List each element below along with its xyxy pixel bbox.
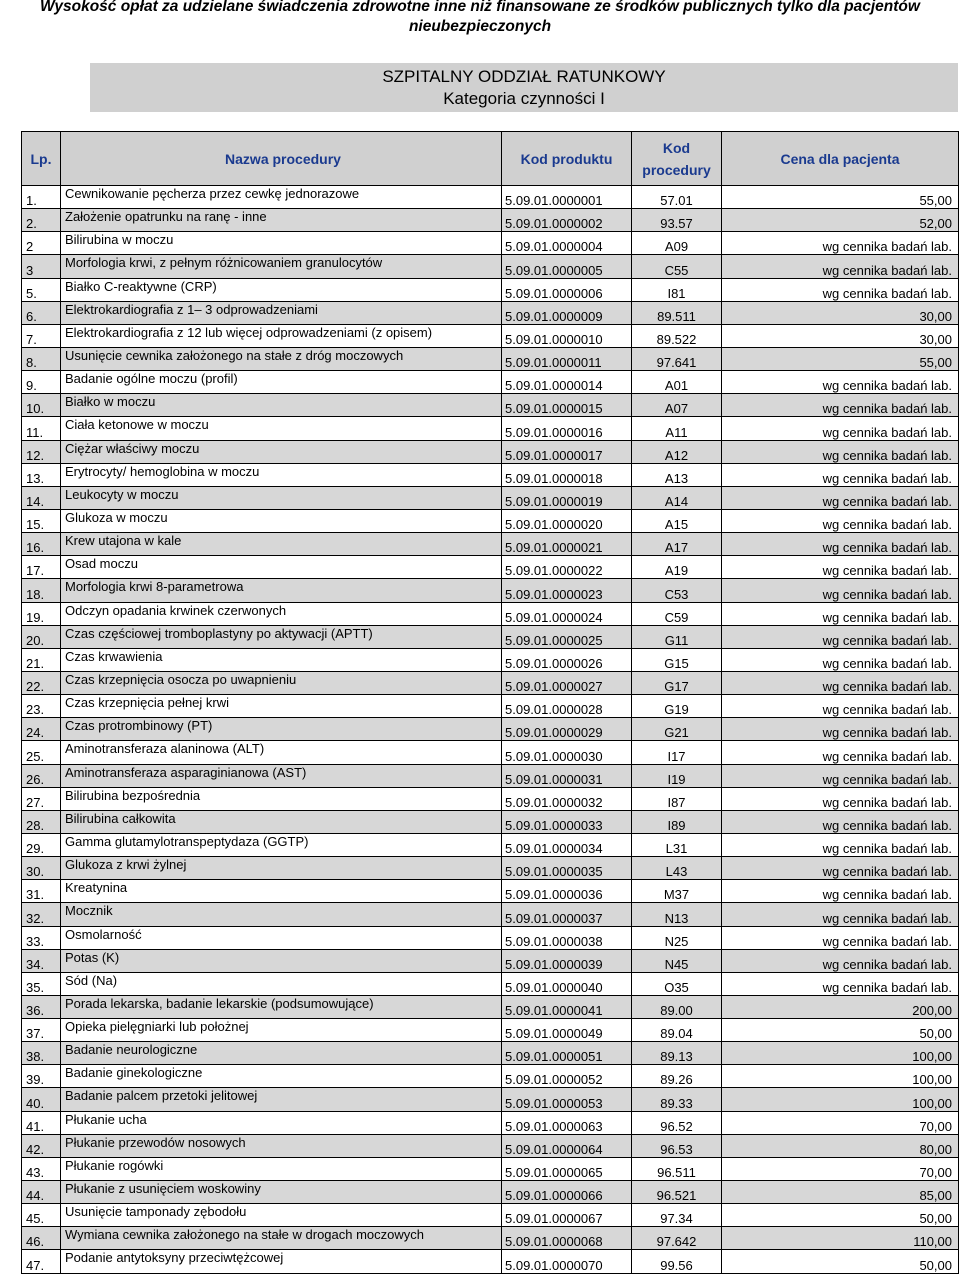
cell-lp: 43. <box>22 1157 61 1180</box>
table-row <box>22 1181 959 1204</box>
cell-price: wg cennika badań lab. <box>722 903 959 926</box>
table-row <box>22 857 959 880</box>
cell-lp: 24. <box>22 718 61 741</box>
table-row <box>22 995 959 1018</box>
cell-procedure-code: G15 <box>632 648 722 671</box>
table-row <box>22 301 959 324</box>
cell-lp: 34. <box>22 949 61 972</box>
section-banner <box>90 63 958 112</box>
table-row <box>22 764 959 787</box>
cell-lp: 29. <box>22 833 61 856</box>
cell-product-code: 5.09.01.0000006 <box>502 278 632 301</box>
cell-product-code: 5.09.01.0000063 <box>502 1111 632 1134</box>
cell-name: Porada lekarska, badanie lekarskie (podsumowujące) <box>61 995 502 1018</box>
header-product-code: Kod produktu <box>502 132 632 186</box>
table-row <box>22 371 959 394</box>
cell-procedure-code: I81 <box>632 278 722 301</box>
cell-product-code: 5.09.01.0000041 <box>502 995 632 1018</box>
cell-name: Badanie ogólne moczu (profil) <box>61 371 502 394</box>
cell-procedure-code: 89.00 <box>632 995 722 1018</box>
table-row <box>22 186 959 209</box>
cell-name: Białko C-reaktywne (CRP) <box>61 278 502 301</box>
cell-price: wg cennika badań lab. <box>722 671 959 694</box>
cell-price: wg cennika badań lab. <box>722 764 959 787</box>
cell-product-code: 5.09.01.0000010 <box>502 324 632 347</box>
cell-product-code: 5.09.01.0000023 <box>502 579 632 602</box>
table-row <box>22 255 959 278</box>
cell-name: Płukanie ucha <box>61 1111 502 1134</box>
cell-lp: 16. <box>22 533 61 556</box>
table-row <box>22 1134 959 1157</box>
cell-name: Czas częściowej tromboplastyny po aktywacji (APTT) <box>61 625 502 648</box>
cell-name: Usunięcie tamponady zębodołu <box>61 1204 502 1227</box>
cell-name: Odczyn opadania krwinek czerwonych <box>61 602 502 625</box>
cell-product-code: 5.09.01.0000029 <box>502 718 632 741</box>
cell-price: wg cennika badań lab. <box>722 648 959 671</box>
cell-lp: 10. <box>22 394 61 417</box>
table-row <box>22 417 959 440</box>
cell-price: wg cennika badań lab. <box>722 833 959 856</box>
cell-price: 100,00 <box>722 1088 959 1111</box>
cell-procedure-code: 89.04 <box>632 1019 722 1042</box>
cell-price: 55,00 <box>722 347 959 370</box>
cell-product-code: 5.09.01.0000040 <box>502 972 632 995</box>
cell-lp: 44. <box>22 1181 61 1204</box>
cell-procedure-code: 99.56 <box>632 1250 722 1273</box>
price-table <box>21 131 959 1274</box>
cell-lp: 5. <box>22 278 61 301</box>
table-row <box>22 486 959 509</box>
cell-price: wg cennika badań lab. <box>722 371 959 394</box>
cell-price: wg cennika badań lab. <box>722 880 959 903</box>
cell-name: Glukoza z krwi żylnej <box>61 857 502 880</box>
table-row <box>22 880 959 903</box>
cell-procedure-code: A09 <box>632 232 722 255</box>
cell-lp: 40. <box>22 1088 61 1111</box>
cell-product-code: 5.09.01.0000024 <box>502 602 632 625</box>
cell-lp: 38. <box>22 1042 61 1065</box>
cell-product-code: 5.09.01.0000037 <box>502 903 632 926</box>
cell-procedure-code: O35 <box>632 972 722 995</box>
page-title: Wysokość opłat za udzielane świadczenia zdrowotne inne niż finansowane ze środków publicznych tylko dla pacjentów nieubezpieczonych <box>40 0 920 35</box>
table-row <box>22 232 959 255</box>
cell-price: wg cennika badań lab. <box>722 486 959 509</box>
cell-lp: 36. <box>22 995 61 1018</box>
cell-procedure-code: 96.521 <box>632 1181 722 1204</box>
table-row <box>22 556 959 579</box>
cell-procedure-code: C55 <box>632 255 722 278</box>
cell-name: Badanie neurologiczne <box>61 1042 502 1065</box>
cell-lp: 33. <box>22 926 61 949</box>
cell-procedure-code: A17 <box>632 533 722 556</box>
cell-price: wg cennika badań lab. <box>722 949 959 972</box>
cell-product-code: 5.09.01.0000022 <box>502 556 632 579</box>
header-price: Cena dla pacjenta <box>722 132 959 186</box>
cell-price: wg cennika badań lab. <box>722 741 959 764</box>
cell-name: Krew utajona w kale <box>61 533 502 556</box>
cell-procedure-code: I87 <box>632 787 722 810</box>
cell-lp: 25. <box>22 741 61 764</box>
cell-procedure-code: N13 <box>632 903 722 926</box>
cell-product-code: 5.09.01.0000035 <box>502 857 632 880</box>
cell-name: Czas krwawienia <box>61 648 502 671</box>
table-row <box>22 810 959 833</box>
cell-procedure-code: N25 <box>632 926 722 949</box>
cell-procedure-code: G19 <box>632 695 722 718</box>
cell-procedure-code: I17 <box>632 741 722 764</box>
cell-product-code: 5.09.01.0000051 <box>502 1042 632 1065</box>
cell-price: 50,00 <box>722 1019 959 1042</box>
cell-product-code: 5.09.01.0000025 <box>502 625 632 648</box>
cell-price: 80,00 <box>722 1134 959 1157</box>
cell-price: 100,00 <box>722 1065 959 1088</box>
cell-product-code: 5.09.01.0000033 <box>502 810 632 833</box>
table-row <box>22 1065 959 1088</box>
cell-procedure-code: A14 <box>632 486 722 509</box>
cell-product-code: 5.09.01.0000053 <box>502 1088 632 1111</box>
cell-price: 70,00 <box>722 1157 959 1180</box>
cell-lp: 28. <box>22 810 61 833</box>
cell-name: Leukocyty w moczu <box>61 486 502 509</box>
table-row <box>22 347 959 370</box>
cell-price: wg cennika badań lab. <box>722 810 959 833</box>
cell-lp: 32. <box>22 903 61 926</box>
cell-lp: 8. <box>22 347 61 370</box>
table-row <box>22 1042 959 1065</box>
cell-procedure-code: 96.53 <box>632 1134 722 1157</box>
cell-product-code: 5.09.01.0000004 <box>502 232 632 255</box>
cell-name: Białko w moczu <box>61 394 502 417</box>
cell-lp: 12. <box>22 440 61 463</box>
cell-lp: 23. <box>22 695 61 718</box>
cell-procedure-code: M37 <box>632 880 722 903</box>
cell-lp: 3 <box>22 255 61 278</box>
cell-price: wg cennika badań lab. <box>722 718 959 741</box>
cell-product-code: 5.09.01.0000011 <box>502 347 632 370</box>
header-procedure-code-label: Kod procedury <box>642 139 711 178</box>
cell-procedure-code: C53 <box>632 579 722 602</box>
cell-name: Morfologia krwi 8-parametrowa <box>61 579 502 602</box>
cell-price: wg cennika badań lab. <box>722 232 959 255</box>
cell-lp: 45. <box>22 1204 61 1227</box>
table-row <box>22 1019 959 1042</box>
cell-price: 85,00 <box>722 1181 959 1204</box>
cell-name: Potas (K) <box>61 949 502 972</box>
cell-procedure-code: A01 <box>632 371 722 394</box>
cell-product-code: 5.09.01.0000067 <box>502 1204 632 1227</box>
table-row <box>22 533 959 556</box>
cell-product-code: 5.09.01.0000002 <box>502 209 632 232</box>
cell-procedure-code: A15 <box>632 509 722 532</box>
table-row <box>22 579 959 602</box>
cell-name: Bilirubina bezpośrednia <box>61 787 502 810</box>
cell-price: wg cennika badań lab. <box>722 972 959 995</box>
header-lp: Lp. <box>22 132 61 186</box>
cell-procedure-code: G17 <box>632 671 722 694</box>
cell-price: wg cennika badań lab. <box>722 394 959 417</box>
table-row <box>22 625 959 648</box>
cell-lp: 21. <box>22 648 61 671</box>
cell-name: Płukanie przewodów nosowych <box>61 1134 502 1157</box>
table-row <box>22 1157 959 1180</box>
cell-name: Glukoza w moczu <box>61 509 502 532</box>
cell-name: Sód (Na) <box>61 972 502 995</box>
cell-price: 200,00 <box>722 995 959 1018</box>
cell-price: wg cennika badań lab. <box>722 787 959 810</box>
table-row <box>22 926 959 949</box>
cell-procedure-code: N45 <box>632 949 722 972</box>
cell-procedure-code: 96.52 <box>632 1111 722 1134</box>
table-row <box>22 741 959 764</box>
cell-price: wg cennika badań lab. <box>722 602 959 625</box>
cell-lp: 35. <box>22 972 61 995</box>
cell-procedure-code: 93.57 <box>632 209 722 232</box>
table-row <box>22 718 959 741</box>
cell-product-code: 5.09.01.0000038 <box>502 926 632 949</box>
cell-lp: 37. <box>22 1019 61 1042</box>
cell-procedure-code: 57.01 <box>632 186 722 209</box>
cell-lp: 15. <box>22 509 61 532</box>
cell-lp: 47. <box>22 1250 61 1273</box>
cell-name: Badanie palcem przetoki jelitowej <box>61 1088 502 1111</box>
cell-price: wg cennika badań lab. <box>722 509 959 532</box>
cell-lp: 26. <box>22 764 61 787</box>
cell-price: 30,00 <box>722 301 959 324</box>
cell-price: wg cennika badań lab. <box>722 463 959 486</box>
cell-price: 50,00 <box>722 1204 959 1227</box>
cell-product-code: 5.09.01.0000001 <box>502 186 632 209</box>
cell-lp: 31. <box>22 880 61 903</box>
cell-lp: 9. <box>22 371 61 394</box>
cell-product-code: 5.09.01.0000005 <box>502 255 632 278</box>
table-row <box>22 695 959 718</box>
cell-lp: 18. <box>22 579 61 602</box>
cell-procedure-code: I19 <box>632 764 722 787</box>
cell-procedure-code: A12 <box>632 440 722 463</box>
cell-product-code: 5.09.01.0000018 <box>502 463 632 486</box>
cell-price: wg cennika badań lab. <box>722 556 959 579</box>
cell-name: Założenie opatrunku na ranę - inne <box>61 209 502 232</box>
cell-price: wg cennika badań lab. <box>722 533 959 556</box>
cell-price: 30,00 <box>722 324 959 347</box>
cell-product-code: 5.09.01.0000021 <box>502 533 632 556</box>
cell-name: Opieka pielęgniarki lub położnej <box>61 1019 502 1042</box>
cell-product-code: 5.09.01.0000032 <box>502 787 632 810</box>
table-row <box>22 440 959 463</box>
cell-procedure-code: L31 <box>632 833 722 856</box>
cell-name: Wymiana cewnika założonego na stałe w drogach moczowych <box>61 1227 502 1250</box>
cell-name: Kreatynina <box>61 880 502 903</box>
cell-product-code: 5.09.01.0000064 <box>502 1134 632 1157</box>
cell-product-code: 5.09.01.0000036 <box>502 880 632 903</box>
cell-product-code: 5.09.01.0000020 <box>502 509 632 532</box>
cell-lp: 6. <box>22 301 61 324</box>
cell-lp: 11. <box>22 417 61 440</box>
cell-procedure-code: C59 <box>632 602 722 625</box>
cell-procedure-code: G11 <box>632 625 722 648</box>
cell-lp: 1. <box>22 186 61 209</box>
cell-name: Morfologia krwi, z pełnym różnicowaniem granulocytów <box>61 255 502 278</box>
cell-product-code: 5.09.01.0000070 <box>502 1250 632 1273</box>
cell-name: Aminotransferaza asparaginianowa (AST) <box>61 764 502 787</box>
cell-lp: 19. <box>22 602 61 625</box>
table-row <box>22 972 959 995</box>
cell-product-code: 5.09.01.0000026 <box>502 648 632 671</box>
cell-product-code: 5.09.01.0000017 <box>502 440 632 463</box>
cell-price: wg cennika badań lab. <box>722 440 959 463</box>
cell-procedure-code: 96.511 <box>632 1157 722 1180</box>
table-row <box>22 787 959 810</box>
table-row <box>22 833 959 856</box>
cell-lp: 22. <box>22 671 61 694</box>
cell-procedure-code: 97.641 <box>632 347 722 370</box>
cell-procedure-code: 89.511 <box>632 301 722 324</box>
cell-name: Czas protrombinowy (PT) <box>61 718 502 741</box>
cell-price: 110,00 <box>722 1227 959 1250</box>
cell-lp: 46. <box>22 1227 61 1250</box>
cell-product-code: 5.09.01.0000014 <box>502 371 632 394</box>
cell-price: 52,00 <box>722 209 959 232</box>
cell-product-code: 5.09.01.0000031 <box>502 764 632 787</box>
cell-price: wg cennika badań lab. <box>722 926 959 949</box>
cell-price: 100,00 <box>722 1042 959 1065</box>
cell-lp: 2. <box>22 209 61 232</box>
cell-procedure-code: 97.642 <box>632 1227 722 1250</box>
table-row <box>22 1204 959 1227</box>
cell-procedure-code: 89.26 <box>632 1065 722 1088</box>
cell-lp: 27. <box>22 787 61 810</box>
cell-name: Bilirubina całkowita <box>61 810 502 833</box>
cell-price: wg cennika badań lab. <box>722 625 959 648</box>
section-category: Kategoria czynności I <box>443 89 605 108</box>
cell-name: Ciała ketonowe w moczu <box>61 417 502 440</box>
cell-procedure-code: 89.33 <box>632 1088 722 1111</box>
table-row <box>22 509 959 532</box>
table-row <box>22 1088 959 1111</box>
cell-price: 55,00 <box>722 186 959 209</box>
cell-product-code: 5.09.01.0000030 <box>502 741 632 764</box>
cell-lp: 41. <box>22 1111 61 1134</box>
cell-product-code: 5.09.01.0000016 <box>502 417 632 440</box>
cell-lp: 17. <box>22 556 61 579</box>
table-row <box>22 602 959 625</box>
cell-name: Ciężar właściwy moczu <box>61 440 502 463</box>
table-row <box>22 463 959 486</box>
cell-name: Cewnikowanie pęcherza przez cewkę jednorazowe <box>61 186 502 209</box>
header-name: Nazwa procedury <box>61 132 502 186</box>
cell-product-code: 5.09.01.0000065 <box>502 1157 632 1180</box>
table-row <box>22 1227 959 1250</box>
cell-product-code: 5.09.01.0000066 <box>502 1181 632 1204</box>
cell-price: 70,00 <box>722 1111 959 1134</box>
cell-lp: 13. <box>22 463 61 486</box>
section-name: SZPITALNY ODDZIAŁ RATUNKOWY <box>382 67 666 86</box>
cell-procedure-code: A13 <box>632 463 722 486</box>
table-header-row <box>22 132 959 186</box>
cell-name: Mocznik <box>61 903 502 926</box>
cell-product-code: 5.09.01.0000009 <box>502 301 632 324</box>
cell-product-code: 5.09.01.0000034 <box>502 833 632 856</box>
cell-procedure-code: A19 <box>632 556 722 579</box>
cell-procedure-code: I89 <box>632 810 722 833</box>
cell-name: Elektrokardiografia z 12 lub więcej odprowadzeniami (z opisem) <box>61 324 502 347</box>
table-row <box>22 278 959 301</box>
cell-lp: 39. <box>22 1065 61 1088</box>
cell-lp: 14. <box>22 486 61 509</box>
table-row <box>22 209 959 232</box>
table-row <box>22 1111 959 1134</box>
cell-price: wg cennika badań lab. <box>722 579 959 602</box>
cell-name: Bilirubina w moczu <box>61 232 502 255</box>
cell-product-code: 5.09.01.0000039 <box>502 949 632 972</box>
table-row <box>22 1250 959 1273</box>
cell-price: wg cennika badań lab. <box>722 695 959 718</box>
cell-price: wg cennika badań lab. <box>722 417 959 440</box>
cell-name: Osad moczu <box>61 556 502 579</box>
cell-procedure-code: A07 <box>632 394 722 417</box>
table-row <box>22 949 959 972</box>
cell-procedure-code: 97.34 <box>632 1204 722 1227</box>
cell-name: Płukanie z usunięciem woskowiny <box>61 1181 502 1204</box>
cell-product-code: 5.09.01.0000028 <box>502 695 632 718</box>
cell-procedure-code: 89.522 <box>632 324 722 347</box>
table-row <box>22 903 959 926</box>
cell-procedure-code: A11 <box>632 417 722 440</box>
cell-name: Aminotransferaza alaninowa (ALT) <box>61 741 502 764</box>
cell-name: Czas krzepnięcia pełnej krwi <box>61 695 502 718</box>
cell-price: wg cennika badań lab. <box>722 255 959 278</box>
cell-lp: 30. <box>22 857 61 880</box>
table-row <box>22 671 959 694</box>
cell-name: Gamma glutamylotranspeptydaza (GGTP) <box>61 833 502 856</box>
cell-name: Płukanie rogówki <box>61 1157 502 1180</box>
cell-name: Badanie ginekologiczne <box>61 1065 502 1088</box>
cell-product-code: 5.09.01.0000019 <box>502 486 632 509</box>
cell-product-code: 5.09.01.0000015 <box>502 394 632 417</box>
cell-name: Erytrocyty/ hemoglobina w moczu <box>61 463 502 486</box>
cell-price: wg cennika badań lab. <box>722 857 959 880</box>
cell-name: Podanie antytoksyny przeciwtężcowej <box>61 1250 502 1273</box>
cell-lp: 2 <box>22 232 61 255</box>
cell-name: Czas krzepnięcia osocza po uwapnieniu <box>61 671 502 694</box>
cell-procedure-code: G21 <box>632 718 722 741</box>
table-row <box>22 648 959 671</box>
cell-name: Osmolarność <box>61 926 502 949</box>
cell-price: 50,00 <box>722 1250 959 1273</box>
cell-lp: 20. <box>22 625 61 648</box>
table-row <box>22 394 959 417</box>
cell-procedure-code: 89.13 <box>632 1042 722 1065</box>
cell-product-code: 5.09.01.0000052 <box>502 1065 632 1088</box>
cell-name: Elektrokardiografia z 1– 3 odprowadzeniami <box>61 301 502 324</box>
cell-product-code: 5.09.01.0000068 <box>502 1227 632 1250</box>
cell-price: wg cennika badań lab. <box>722 278 959 301</box>
table-row <box>22 324 959 347</box>
cell-name: Usunięcie cewnika założonego na stałe z dróg moczowych <box>61 347 502 370</box>
cell-product-code: 5.09.01.0000027 <box>502 671 632 694</box>
header-procedure-code <box>632 132 722 186</box>
cell-product-code: 5.09.01.0000049 <box>502 1019 632 1042</box>
cell-lp: 42. <box>22 1134 61 1157</box>
cell-procedure-code: L43 <box>632 857 722 880</box>
cell-lp: 7. <box>22 324 61 347</box>
